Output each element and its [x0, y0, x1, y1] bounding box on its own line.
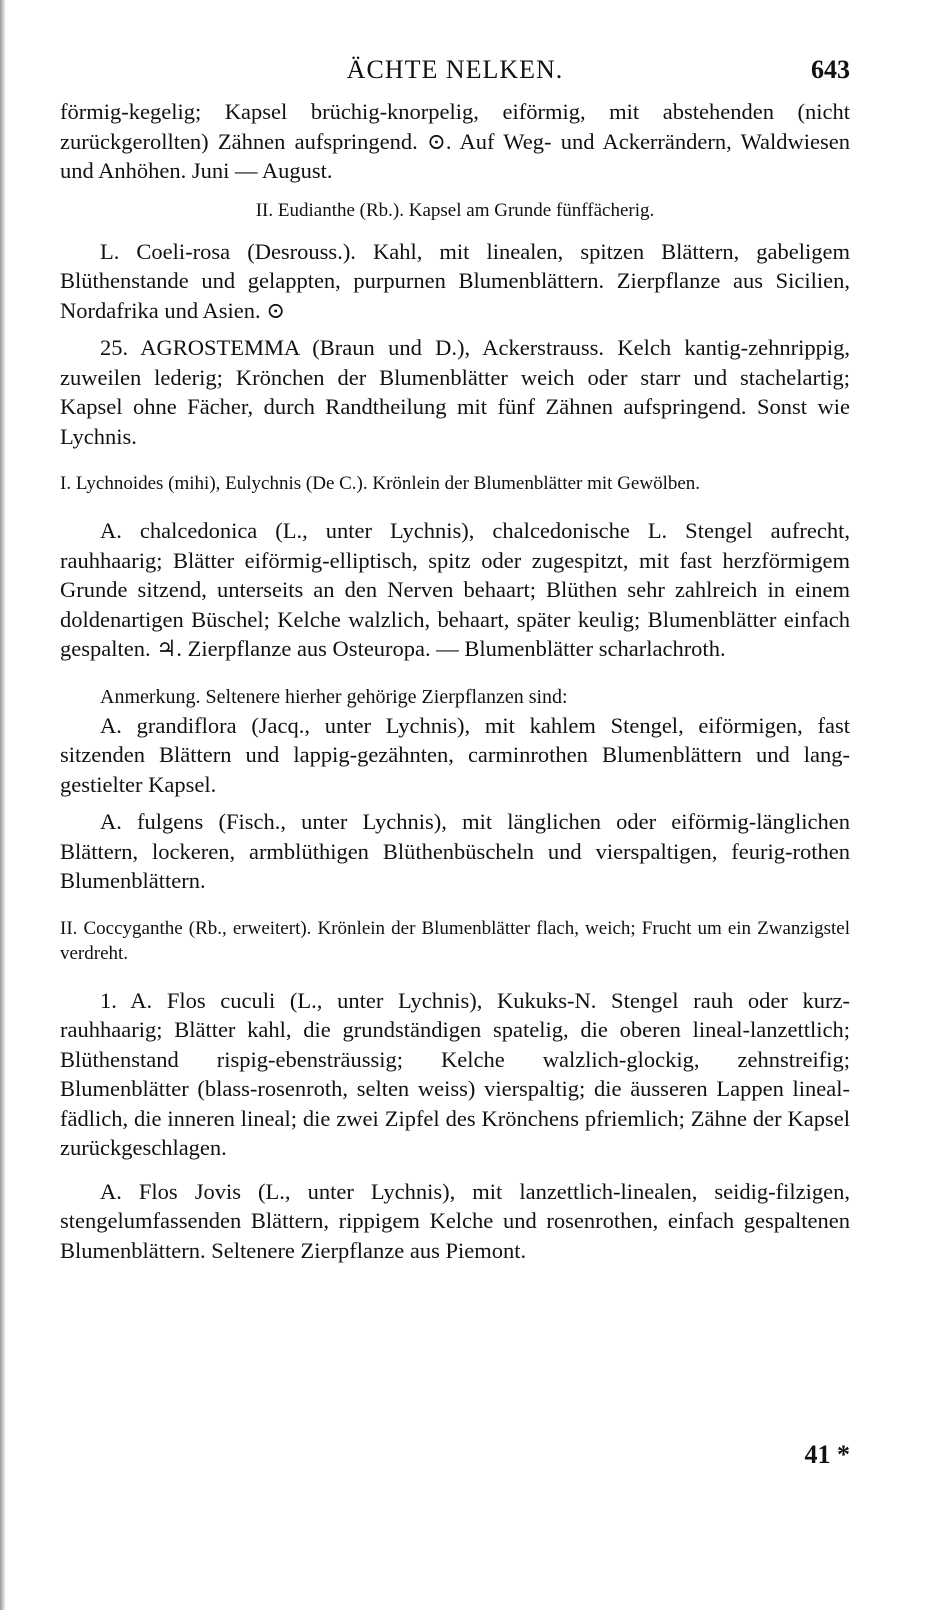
- running-title: ÄCHTE NELKEN.: [346, 55, 564, 84]
- species-entry-fulgens: A. fulgens (Fisch., unter Lychnis), mit länglichen oder eiförmig-länglichen Blättern, lockeren, armblüthigen Blüthenbüscheln und vierspaltigen, feurig-rothen Blumenblättern.: [60, 809, 850, 893]
- note-anmerkung: Anmerkung. Seltenere hierher gehörige Zierpflanzen sind:: [100, 685, 568, 708]
- species-entry-coeli-rosa: L. Coeli-rosa (Desrouss.). Kahl, mit linealen, spitzen Blättern, gabeligem Blüthenstande und gelappten, purpurnen Blumenblättern. Zierpflanze aus Sicilien, Nordafrika und Asien. ⊙: [60, 238, 850, 323]
- species-entry-chalcedonica: A. chalcedonica (L., unter Lychnis), chalcedonische L. Stengel aufrecht, rauhhaarig; Blätter eiförmig-elliptisch, spitz oder zugespitzt, mit fast herzförmigem Grunde sitzend, unterseits an den Nerven behaart; Blüthen sehr zahlreich in einem doldenartigen Büschel; Kelche walzlich, behaart, später keulig; Blumenblätter einfach gespalten. ♃. Zierpflanze aus Osteuropa. — Blumenblätter scharlachroth.: [60, 518, 850, 661]
- section-heading-eudianthe: II. Eudianthe (Rb.). Kapsel am Grunde fünffächerig.: [255, 199, 655, 221]
- page-edge-shadow: [0, 0, 6, 1610]
- signature-mark: 41 *: [804, 1440, 850, 1469]
- paragraph-continuation: förmig-kegelig; Kapsel brüchig-knorpelig, eiförmig, mit abstehenden (nicht zurückgerollten) Zähnen aufspringend. ⊙. Auf Weg- und Ackerrändern, Waldwiesen und Anhöhen. Juni — August.: [60, 99, 850, 183]
- page-header: [60, 55, 850, 97]
- species-entry-grandiflora: A. grandiflora (Jacq., unter Lychnis), mit kahlem Stengel, eiförmigen, fast sitzenden Blättern und lappig-gezähnten, carminrothen Blumenblättern und lang-gestielter Kapsel.: [60, 712, 850, 797]
- page-number: 643: [811, 55, 850, 84]
- book-page: [60, 55, 850, 1265]
- section-heading-lychnoides: I. Lychnoides (mihi), Eulychnis (De C.). Krönlein der Blumenblätter mit Gewölben.: [60, 473, 701, 494]
- species-entry-flos-cuculi: 1. A. Flos cuculi (L., unter Lychnis), Kukuks-N. Stengel rauh oder kurz-rauhhaarig; Blätter kahl, die grundständigen spatelig, die oberen lineal-lanzettlich; Blüthenstand rispig-ebensträussig; Kelche walzlich-glockig, zehnstreifig; Blumenblätter (blass-rosenroth, selten weiss) vierspaltig; die äusseren Lappen lineal-fädlich, die inneren lineal; die zwei Zipfel des Krönchens pfriemlich; Zähne der Kapsel zurückgeschlagen.: [60, 987, 850, 1160]
- section-heading-coccyganthe: II. Coccyganthe (Rb., erweitert). Krönlein der Blumenblätter flach, weich; Frucht um ein Zwanzigstel verdreht.: [60, 917, 850, 964]
- genus-entry-agrostemma: 25. AGROSTEMMA (Braun und D.), Ackerstrauss. Kelch kantig-zehnrippig, zuweilen lederig; Krönchen der Blumenblätter weich oder starr und stachelartig; Kapsel ohne Fächer, durch Randtheilung mit fünf Zähnen aufspringend. Sonst wie Lychnis.: [60, 335, 850, 449]
- species-entry-flos-jovis: A. Flos Jovis (L., unter Lychnis), mit lanzettlich-linealen, seidig-filzigen, stengelumfassenden Blättern, rippigem Kelche und rosenrothen, einfach gespaltenen Blumenblättern. Seltenere Zierpflanze aus Piemont.: [60, 1178, 850, 1263]
